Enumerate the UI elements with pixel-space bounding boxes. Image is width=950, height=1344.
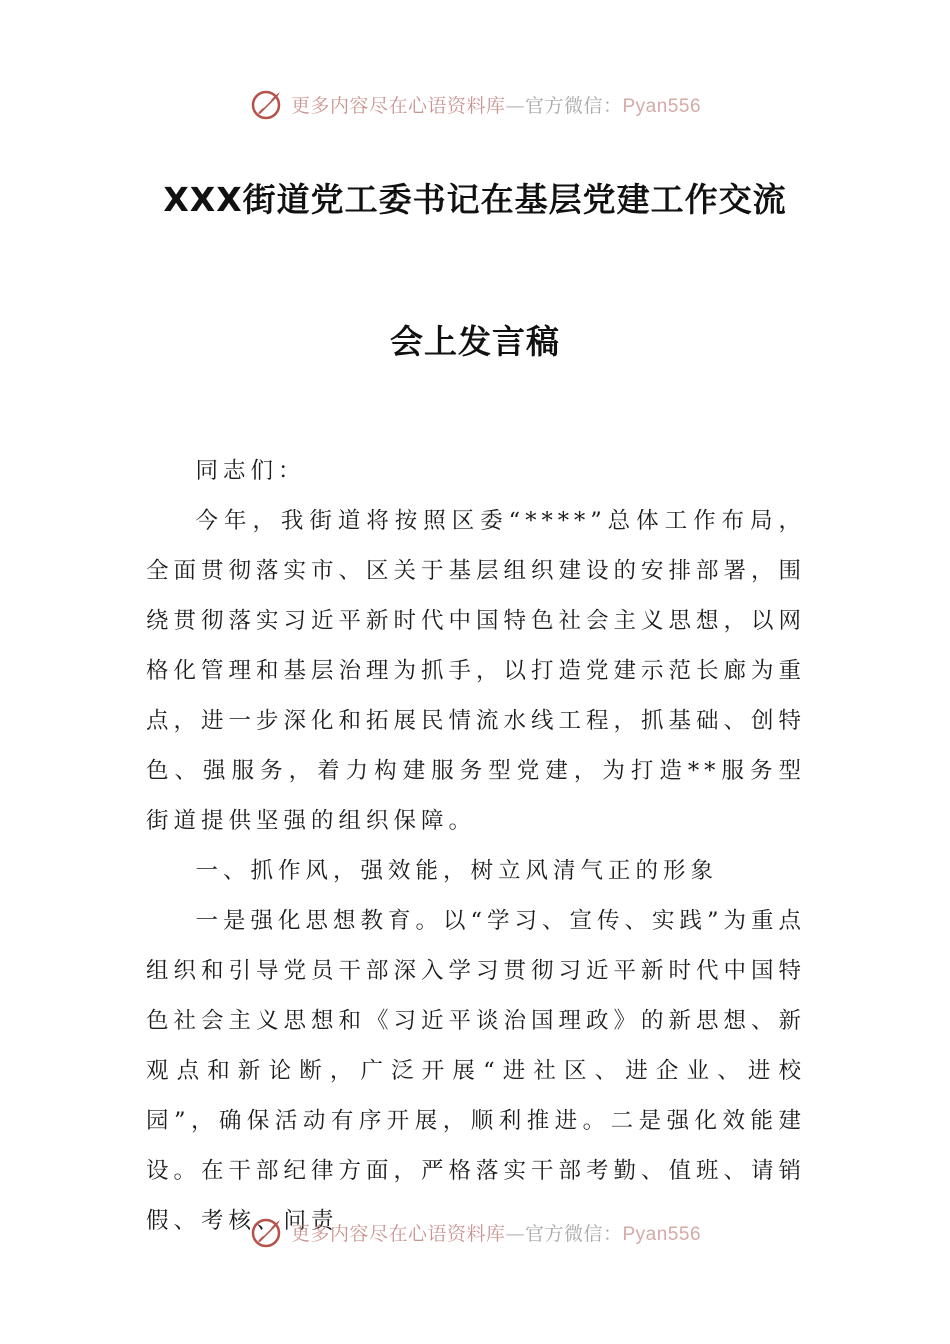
quill-pen-logo-icon bbox=[249, 86, 285, 122]
watermark-wechat-id: Pyan556 bbox=[622, 1223, 702, 1245]
watermark-site-text: 更多内容尽在心语资料库 bbox=[290, 1222, 506, 1245]
watermark-dash: — bbox=[505, 94, 525, 117]
document-body bbox=[146, 446, 806, 1246]
watermark-wechat-label: 官方微信： bbox=[524, 1222, 623, 1245]
watermark-site-text: 更多内容尽在心语资料库 bbox=[290, 94, 506, 117]
body-paragraph: 一是强化思想教育。以“学习、宣传、实践”为重点组织和引导党员干部深入学习贯彻习近平新时代中国特色社会主义思想和《习近平谈治国理政》的新思想、新观点和新论断，广泛开展“进社区、进企业、进校园”，确保活动有序开展，顺利推进。二是强化效能建设。在干部纪律方面，严格落实干部考勤、值班、请销假、考核、问责 bbox=[146, 908, 807, 1234]
body-paragraph: 今年，我街道将按照区委“****”总体工作布局，全面贯彻落实市、区关于基层组织建设的安排部署，围绕贯彻落实习近平新时代中国特色社会主义思想，以网格化管理和基层治理为抓手，以打造党建示范长廊为重点，进一步深化和拓展民情流水线工程，抓基础、创特色、强服务，着力构建服务型党建，为打造**服务型街道提供坚强的组织保障。 bbox=[146, 508, 807, 834]
document-title-line-2: 会上发言稿 bbox=[390, 322, 560, 361]
quill-pen-logo-icon bbox=[249, 1214, 285, 1250]
watermark-wechat-id: Pyan556 bbox=[622, 95, 702, 117]
footer-watermark bbox=[0, 1212, 950, 1252]
header-watermark bbox=[0, 84, 950, 124]
salutation: 同志们： bbox=[195, 458, 306, 484]
watermark-wechat-label: 官方微信： bbox=[524, 94, 623, 117]
section-heading: 一、抓作风，强效能，树立风清气正的形象 bbox=[195, 858, 719, 884]
document-title-line-1: XXX街道党工委书记在基层党建工作交流 bbox=[163, 180, 787, 219]
watermark-dash: — bbox=[505, 1222, 525, 1245]
